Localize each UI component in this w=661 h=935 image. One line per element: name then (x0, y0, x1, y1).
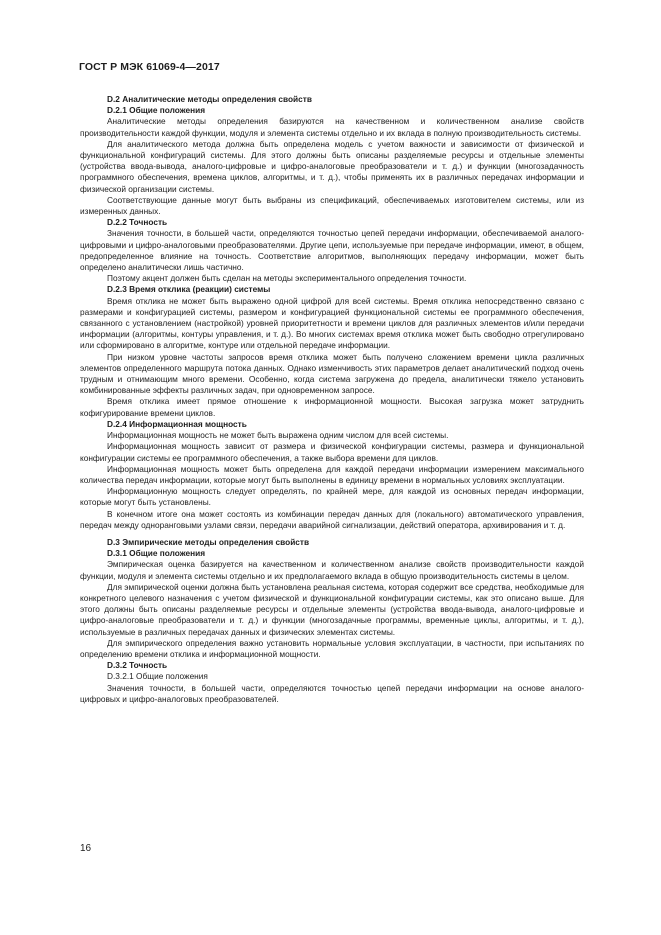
paragraph: Для эмпирической оценки должна быть установлена реальная система, которая содержит все средства, необходимые для конкретного целевого назначения с учетом физической и функциональной конфигурации системы, как это описано выше. Для этого должны быть описаны разделяемые ресурсы и отдельные элементы (устройства ввода-вывода, аналого-цифровые и цифро-аналоговые преобразователи и т. д.) и функции (многозадачные программы, временные циклы, алгоритмы, и т. д.), используемые в различных передачах данных и физических элементах системы. (80, 581, 584, 637)
paragraph: Информационную мощность следует определять, по крайней мере, для каждой из основных передач информации, которые могут быть установлены. (80, 486, 584, 508)
subsection-heading: D.3.1 Общие положения (107, 548, 206, 559)
page-number: 16 (80, 843, 92, 854)
paragraph: В конечном итоге она может состоять из комбинации передач данных для (локального) автоматического управления, передач между одноранговыми узлами связи, передачи аварийной сигнализации, действий оператора, архивирования и т. д. (80, 508, 584, 530)
paragraph: Соответствующие данные могут быть выбраны из спецификаций, обеспечиваемых изготовителем системы, или из измеренных данных. (80, 194, 584, 217)
paragraph: Значения точности, в большей части, определяются точностью цепей передачи информации на основе аналого-цифровых и цифро-аналоговых преобразователей. (80, 682, 584, 704)
paragraph: Аналитические методы определения базируются на качественном и количественном анализе свойств производительности каждой функции, модуля и элемента системы отдельно и их вклада в полную производительность системы. (80, 116, 584, 138)
subsection-heading: D.2.4 Информационная мощность (107, 418, 247, 429)
paragraph: Время отклика не может быть выражено одной цифрой для всей системы. Время отклика непосредственно связано с размерами и конфигурацией системы, размером и конфигурацией функциональной системы ее программного обеспечения, связанного с установлением (настройкой) уровней приоритетности и времени циклов для различных элементов и/или передачи информации (алгоритмы, контуры управления, и т. д.). Во многих системах время отклика может быть свободно отрегулировано или сформировано в алгоритме, контуре или отдельной передаче информации. (80, 295, 584, 351)
paragraph: Значения точности, в большей части, определяются точностью цепей передачи информации, обеспечиваемой аналого-цифровыми и цифро-аналоговыми преобразователями. Другие цепи, используемые при передаче информации, имеют, в общем, предопределенное влияние на точность. Соответствие алгоритмов, выполняющих передачу информации, может быть определено аналитически лишь частично. (80, 228, 584, 273)
paragraph: Для эмпирического определения важно установить нормальные условия эксплуатации, в частности, при испытаниях по определению времени отклика и информационной мощности. (80, 637, 584, 659)
subsubsection-heading: D.3.2.1 Общие положения (107, 671, 208, 682)
paragraph: Информационная мощность не может быть выражена одним числом для всей системы. (107, 430, 449, 441)
subsection-heading: D.2.2 Точность (107, 217, 168, 228)
paragraph: Информационная мощность может быть определена для каждой передачи информации измерением максимального количества передач информации, которые могут быть выполнены в единицу времени в нормальных условиях эксплуатации. (80, 463, 584, 485)
paragraph: Информационная мощность зависит от размера и физической конфигурации системы, размера и функциональной конфигурации системы ее программного обеспечения, а также выбора времени для циклов. (80, 441, 584, 463)
section-heading: D.2 Аналитические методы определения свойств (107, 94, 312, 104)
paragraph: Эмпирическая оценка базируется на качественном и количественном анализе свойств производительности каждой функции, модуля и элемента системы отдельно и их предполагаемого вклада в общую производительность системы в целом. (80, 559, 584, 581)
subsection-heading: D.2.1 Общие положения (107, 105, 206, 116)
paragraph: Поэтому акцент должен быть сделан на методы экспериментального определения точности. (107, 273, 467, 284)
subsection-heading: D.2.3 Время отклика (реакции) системы (107, 284, 271, 295)
paragraph: При низком уровне частоты запросов время отклика может быть получено сложением времени цикла различных элементов определенного маршрута потока данных. Однако изменчивость этих параметров делает аналитический подход очень трудным и отнимающим много времени. Особенно, когда система загружена до предела, аналитически тяжело установить комбинированные эффекты различных задач, при одновременном запросе. (80, 351, 584, 396)
subsection-heading: D.3.2 Точность (107, 660, 168, 671)
document-header: ГОСТ Р МЭК 61069-4—2017 (79, 61, 220, 73)
paragraph: Время отклика имеет прямое отношение к информационной мощности. Высокая загрузка может затруднить кофигурирование времени циклов. (80, 396, 584, 418)
paragraph: Для аналитического метода должна быть определена модель с учетом важности и зависимости от физической и функциональной конфигураций системы. Для этого должны быть описаны разделяемые ресурсы и отдельные элементы (устройства ввода-вывода, аналого-цифровые и цифро-аналоговые преобразователи и т. д.) и функции (многозадачность программного обеспечения, времена циклов, алгоритмы, и т. д.), чтобы применять их в различных передачах информации и физической организации системы. (80, 138, 584, 194)
document-body (80, 94, 584, 705)
section-heading: D.3 Эмпирические методы определения свойств (107, 536, 310, 547)
